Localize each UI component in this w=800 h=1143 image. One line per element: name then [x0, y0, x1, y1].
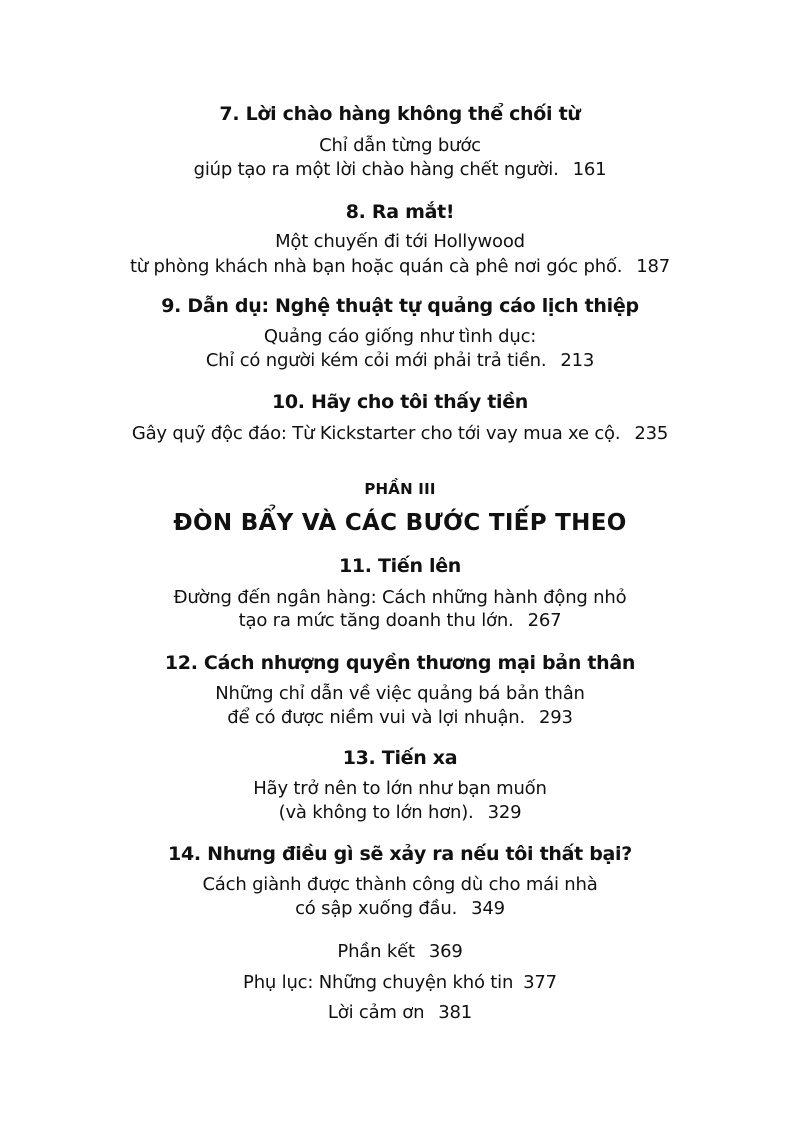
chapter-11-page-number: 267: [527, 610, 562, 631]
chapter-9-subtitle-text: Chỉ có người kém cỏi mới phải trả tiền.: [205, 350, 547, 371]
chapter-7-subtitle-text: giúp tạo ra một lời chào hàng chết người.: [193, 159, 559, 180]
chapter-9-page-number: 213: [560, 350, 595, 371]
chapter-10-title: 10. Hãy cho tôi thấy tiền: [271, 391, 529, 413]
chapter-10-subtitle-text: Gây quỹ độc đáo: Từ Kickstarter cho tới vay mua xe cộ.: [131, 423, 621, 444]
part-label: PHẦN III: [364, 480, 436, 498]
back-matter-appendix: [0, 974, 800, 992]
chapter-8-subtitle-line-2: [0, 258, 800, 276]
chapter-7-subtitle-line-2: [0, 161, 800, 179]
chapter-8-title: 8. Ra mắt!: [345, 201, 455, 223]
chapter-14-subtitle-line-1: Cách giành được thành công dù cho mái nhà: [202, 874, 598, 895]
chapter-8-page-number: 187: [636, 256, 671, 277]
chapter-14-page-number: 349: [471, 898, 505, 919]
chapter-7-subtitle-line-1: Chỉ dẫn từng bước: [319, 135, 481, 156]
chapter-7-title: 7. Lời chào hàng không thể chối từ: [219, 103, 581, 125]
chapter-12-title: 12. Cách nhượng quyền thương mại bản thân: [164, 652, 636, 674]
chapter-13-subtitle-line-1: Hãy trở nên to lớn như bạn muốn: [253, 778, 547, 799]
chapter-11-title: 11. Tiến lên: [338, 555, 462, 577]
chapter-12-subtitle-line-1: Những chỉ dẫn về việc quảng bá bản thân: [215, 683, 585, 704]
chapter-12-page-number: 293: [539, 707, 573, 728]
chapter-14-subtitle-line-2: [0, 900, 800, 918]
chapter-8-subtitle-line-1: Một chuyến đi tới Hollywood: [275, 231, 525, 252]
chapter-12-subtitle-line-2: [0, 709, 800, 727]
appendix-label: Phụ lục: Những chuyện khó tin: [243, 972, 514, 993]
chapter-9-title: 9. Dẫn dụ: Nghệ thuật tự quảng cáo lịch thiệp: [161, 295, 639, 317]
appendix-page-number: 377: [523, 972, 557, 993]
chapter-14-title: 14. Nhưng điều gì sẽ xảy ra nếu tôi thất bại?: [168, 843, 632, 865]
chapter-9-subtitle-line-1: Quảng cáo giống như tình dục:: [263, 326, 537, 347]
epilogue-page-number: 369: [428, 941, 463, 962]
part-title: ĐÒN BẨY VÀ CÁC BƯỚC TIẾP THEO: [173, 510, 627, 536]
epilogue-label: Phần kết: [337, 941, 415, 962]
chapter-13-title: 13. Tiến xa: [342, 747, 458, 769]
chapter-11-subtitle-line-2: [0, 612, 800, 630]
chapter-13-page-number: 329: [487, 802, 522, 823]
chapter-12-subtitle-text: để có được niềm vui và lợi nhuận.: [227, 707, 525, 728]
chapter-8-subtitle-text: từ phòng khách nhà bạn hoặc quán cà phê nơi góc phố.: [129, 256, 623, 277]
chapter-13-subtitle-text: (và không to lớn hơn).: [278, 802, 474, 823]
chapter-10-page-number: 235: [634, 423, 669, 444]
chapter-7-page-number: 161: [572, 159, 607, 180]
chapter-13-subtitle-line-2: [0, 804, 800, 822]
acknowledgements-page-number: 381: [438, 1002, 473, 1023]
back-matter-epilogue: [0, 943, 800, 961]
acknowledgements-label: Lời cảm ơn: [327, 1002, 425, 1023]
back-matter-acknowledgements: [0, 1004, 800, 1022]
chapter-11-subtitle-text: tạo ra mức tăng doanh thu lớn.: [238, 610, 514, 631]
chapter-11-subtitle-line-1: Đường đến ngân hàng: Cách những hành động nhỏ: [173, 587, 627, 608]
chapter-10-subtitle-line-1: [0, 425, 800, 443]
chapter-14-subtitle-text: có sập xuống đầu.: [295, 898, 458, 919]
chapter-9-subtitle-line-2: [0, 352, 800, 370]
